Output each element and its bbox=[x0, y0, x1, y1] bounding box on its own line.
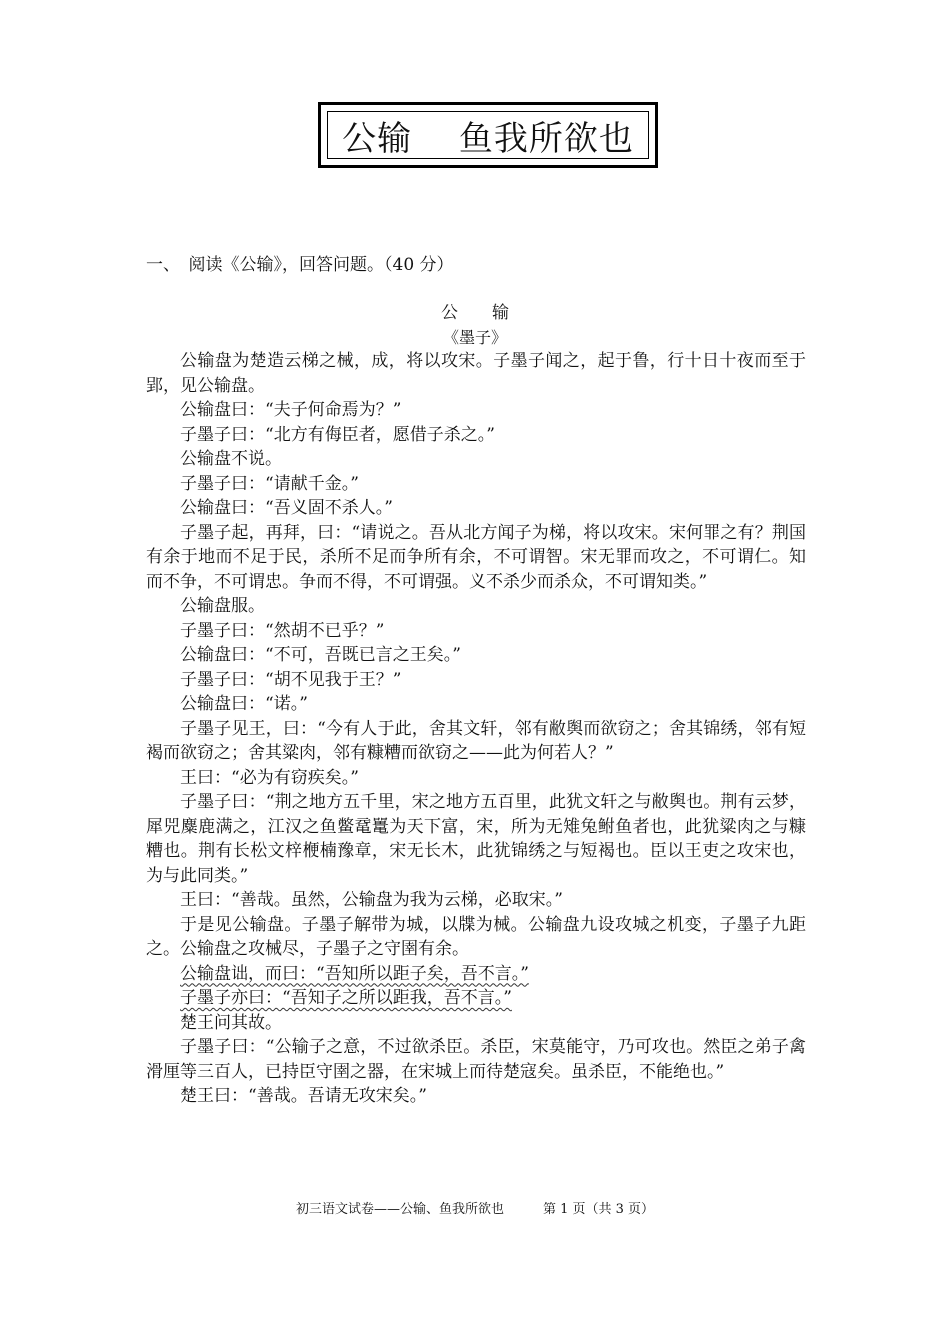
page-footer: 初三语文试卷——公输、鱼我所欲也 第 1 页（共 3 页） bbox=[295, 1202, 655, 1217]
paragraph: 楚王曰：“善哉。吾请无攻宋矣。” bbox=[180, 1086, 427, 1106]
paragraph: 子墨子曰：“荆之地方五千里，宋之地方五百里，此犹文轩之与敝舆也。荆有云梦，犀兕麋鹿满之，江汉之鱼鳖鼋鼍为天下富，宋，所为无雉兔鲋鱼者也，此犹粱肉之与糠糟也。荆有长松文梓楩楠豫章，宋无长木，此犹锦绣之与短褐也。臣以王吏之攻宋也，为与此同类。” bbox=[146, 792, 806, 886]
article-title: 公 输 bbox=[441, 303, 509, 323]
paragraph: 公输盘不说。 bbox=[180, 449, 282, 469]
paragraph: 子墨子曰：“公输子之意，不过欲杀臣。杀臣，宋莫能守，乃可攻也。然臣之弟子禽滑厘等三百人，已持臣守圉之器，在宋城上而待楚寇矣。虽杀臣，不能绝也。” bbox=[146, 1037, 806, 1082]
title-box bbox=[318, 102, 658, 168]
paragraph: 公输盘曰：“吾义固不杀人。” bbox=[180, 498, 393, 518]
paragraph: 子墨子曰：“胡不见我于王？” bbox=[180, 669, 402, 690]
paragraph-wavy: 公输盘诎，而曰：“吾知所以距子矣，吾不言。” bbox=[180, 963, 529, 984]
paragraph: 公输盘服。 bbox=[180, 596, 265, 616]
paragraph: 王曰：“必为有窃疾矣。” bbox=[180, 767, 359, 788]
article-body bbox=[146, 349, 806, 1109]
page-title: 公输 鱼我所欲也 bbox=[327, 111, 649, 159]
paragraph: 子墨子曰：“然胡不已乎？” bbox=[180, 620, 385, 641]
paragraph: 公输盘曰：“不可，吾既已言之王矣。” bbox=[180, 645, 461, 665]
section-heading: 一、 阅读《公输》，回答问题。（40 分） bbox=[146, 255, 454, 275]
paragraph: 王曰：“善哉。虽然，公输盘为我为云梯，必取宋。” bbox=[180, 890, 563, 910]
paragraph-wavy: 子墨子亦曰：“吾知子之所以距我，吾不言。” bbox=[180, 988, 512, 1008]
paragraph: 子墨子曰：“北方有侮臣者，愿借子杀之。” bbox=[180, 424, 495, 445]
paragraph: 子墨子起，再拜，曰：“请说之。吾从北方闻子为梯，将以攻宋。宋何罪之有？荆国有余于地而不足于民，杀所不足而争所有余，不可谓智。宋无罪而攻之，不可谓仁。知而不争，不可谓忠。争而不得，不可谓强。义不杀少而杀众，不可谓知类。” bbox=[146, 522, 806, 592]
article-author: 《墨子》 bbox=[442, 328, 507, 347]
paragraph: 公输盘曰：“夫子何命焉为？” bbox=[180, 400, 402, 420]
paragraph: 子墨子曰：“请献千金。” bbox=[180, 473, 359, 494]
paragraph: 楚王问其故。 bbox=[180, 1012, 282, 1033]
paragraph: 公输盘曰：“诺。” bbox=[180, 694, 308, 714]
paragraph: 子墨子见王，曰：“今有人于此，舍其文轩，邻有敝舆而欲窃之；舍其锦绣，邻有短褐而欲窃之；舍其粱肉，邻有糠糟而欲窃之——此为何若人？” bbox=[146, 718, 806, 763]
paragraph: 于是见公输盘。子墨子解带为城，以牒为械。公输盘九设攻城之机变，子墨子九距之。公输盘之攻械尽，子墨子之守圉有余。 bbox=[146, 914, 806, 959]
paragraph: 公输盘为楚造云梯之械，成，将以攻宋。子墨子闻之，起于鲁，行十日十夜而至于郢，见公输盘。 bbox=[146, 351, 806, 396]
